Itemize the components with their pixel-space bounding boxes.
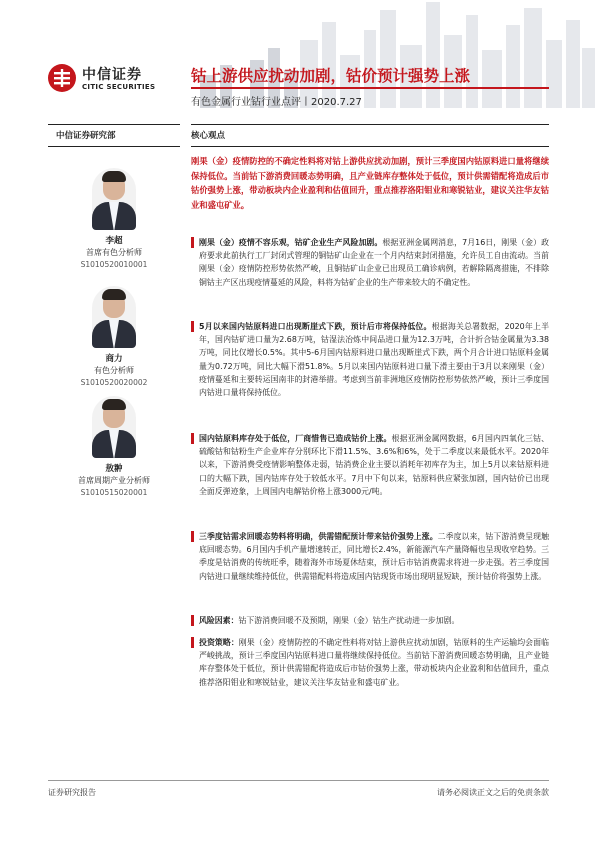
section-marker (191, 321, 194, 332)
section-lead: 5月以来国内钴原料进口出现断崖式下跌，预计后市将保持低位。 (199, 322, 432, 331)
report-header (0, 0, 595, 118)
section-paragraph (191, 432, 549, 498)
section-paragraph (191, 614, 549, 627)
section-body: 钴下游消费回暖不及预期，刚果（金）钴生产扰动进一步加剧。 (238, 616, 460, 625)
analyst-card (48, 286, 180, 387)
analyst-id: S1010520020002 (80, 378, 148, 387)
analyst-photo (92, 286, 136, 348)
research-dept-header: 中信证券研究部 (48, 124, 180, 147)
section-marker (191, 433, 194, 444)
footer-disclaimer: 请务必阅读正文之后的免责条款 (437, 788, 549, 797)
title-divider (191, 87, 549, 89)
logo-name-en: CITIC SECURITIES (82, 83, 156, 91)
analyst-card (48, 168, 180, 269)
core-views-header: 核心观点 (191, 124, 549, 147)
analyst-card (48, 396, 180, 497)
company-logo (48, 64, 183, 100)
analyst-name: 敖翀 (105, 464, 123, 474)
section-paragraph (191, 320, 549, 399)
core-summary: 刚果（金）疫情防控的不确定性料将对钴上游供应扰动加剧，预计三季度国内钴原料进口量将继续保持低位。当前钴下游消费回暖态势明确，且产业链库存整体处于低位，预计供需错配将造成后市钴价强势上涨，带动板块内企业盈利和估值回升，重点推荐洛阳钼业和寒锐钴业，建议关注华友钴业和盛屯矿业。 (191, 156, 549, 210)
report-subtitle: 有色金属行业钴行业点评丨2020.7.27 (191, 97, 362, 108)
report-title: 钴上游供应扰动加剧，钴价预计强势上涨 (191, 67, 471, 85)
citic-logo-icon (48, 64, 76, 92)
section-paragraph (191, 636, 549, 689)
section-marker (191, 637, 194, 648)
section-body: 刚果（金）疫情防控的不确定性料将对钴上游供应扰动加剧，钴原料的生产运输均会面临严峻挑战，预计三季度国内钴原料进口量将继续保持低位。当前钴下游消费回暖态势明确，且产业链库存整体处于低位，预计供需错配将造成后市钴价强势上涨，带动板块内企业盈利和估值回升，重点推荐洛阳钼业和寒锐钴业，建议关注华友钴业和盛屯矿业。 (199, 638, 549, 687)
section-lead: 国内钴原料库存处于低位，厂商惜售已造成钴价上涨。 (199, 434, 392, 443)
section-imports (191, 320, 549, 399)
section-lead: 投资策略： (199, 638, 239, 647)
section-body: 根据亚洲金属网数据，6月国内四氧化三钴、硫酸钴和钴粉生产企业库存分别环比下滑11.5%、3.6%和6%，处于二季度以来最低水平。2020年以来，下游消费受疫情影响整体走弱，钴消费企业主要以消耗年初库存为主，加上5月以来钴原料进口的大幅下跌，国内钴库存处于较低水平。7月中下旬以来，钴原料供应紧张加剧，国内钴价已出现全面反弹迹象，上周国内电解钴价格上涨3000元/吨。 (199, 434, 549, 496)
section-marker (191, 615, 194, 626)
section-marker (191, 531, 194, 542)
logo-name-cn: 中信证券 (82, 67, 142, 83)
analyst-id: S1010515020001 (80, 488, 148, 497)
analyst-name: 李超 (105, 236, 123, 246)
analyst-title: 首席周期产业分析师 (78, 476, 150, 485)
footer-divider (48, 780, 549, 781)
section-body: 根据亚洲金属网消息，7月16日，刚果（金）政府要求此前执行工厂封闭式管理的铜钴矿山企业在一个月内结束封闭措施，允许员工自由流动。当前刚果（金）疫情防控形势依然严峻，且铜钴矿山企业已出现员工确诊病例，若解除隔离措施，不排除铜钴主产区出现疫情蔓延的风险，料将为钴矿企业的生产带来较大的不确定性。 (199, 238, 549, 287)
section-body: 根据海关总署数据，2020年上半年，国内钴矿进口量为2.68万吨，钴湿法冶炼中间品进口量为12.3万吨，合计折合钴金属量为3.38万吨，同比仅增长0.5%。其中5-6月国内钴原料进口量出现断崖式下跌，两个月合计进口钴原料金属量为0.72万吨，同比大幅下滑51.8%。5月以来国内钴原料进口量下滑主要由于3月以来刚果（金）疫情蔓延和主要转运国南非的封港举措。考虑到当前非洲地区疫情防控形势依然严峻，预计三季度国内钴进口量将保持低位。 (199, 322, 549, 398)
analyst-photo (92, 396, 136, 458)
section-demand (191, 530, 549, 583)
section-body: 二季度以来，钴下游消费呈现触底回暖态势。6月国内手机产量增速转正，同比增长2.4%，新能源汽车产量降幅也呈现收窄趋势。三季度是钴消费的传统旺季，随着海外市场夏休结束，预计后市钴消费需求将进一步走强。若三季度国内钴进口量继续维持低位，供需错配料将造成国内钴现货市场出现明显短缺，预计钴价将强势上涨。 (199, 532, 549, 581)
section-marker (191, 237, 194, 248)
section-inventory (191, 432, 549, 498)
section-lead: 三季度钴需求回暖态势料将明确，供需错配预计带来钴价强势上涨。 (199, 532, 438, 541)
analyst-photo (92, 168, 136, 230)
section-risk (191, 614, 549, 627)
analyst-name: 商力 (105, 354, 123, 364)
section-strategy (191, 636, 549, 689)
section-lead: 风险因素： (199, 616, 239, 625)
footer-report-type: 证券研究报告 (48, 788, 96, 797)
section-paragraph (191, 236, 549, 289)
analyst-title: 有色分析师 (94, 366, 134, 375)
analyst-title: 首席有色分析师 (86, 248, 142, 257)
section-congo-epidemic (191, 236, 549, 289)
analyst-id: S1010520010001 (80, 260, 148, 269)
section-paragraph (191, 530, 549, 583)
section-lead: 刚果（金）疫情不容乐观，钴矿企业生产风险加剧。 (199, 238, 383, 247)
